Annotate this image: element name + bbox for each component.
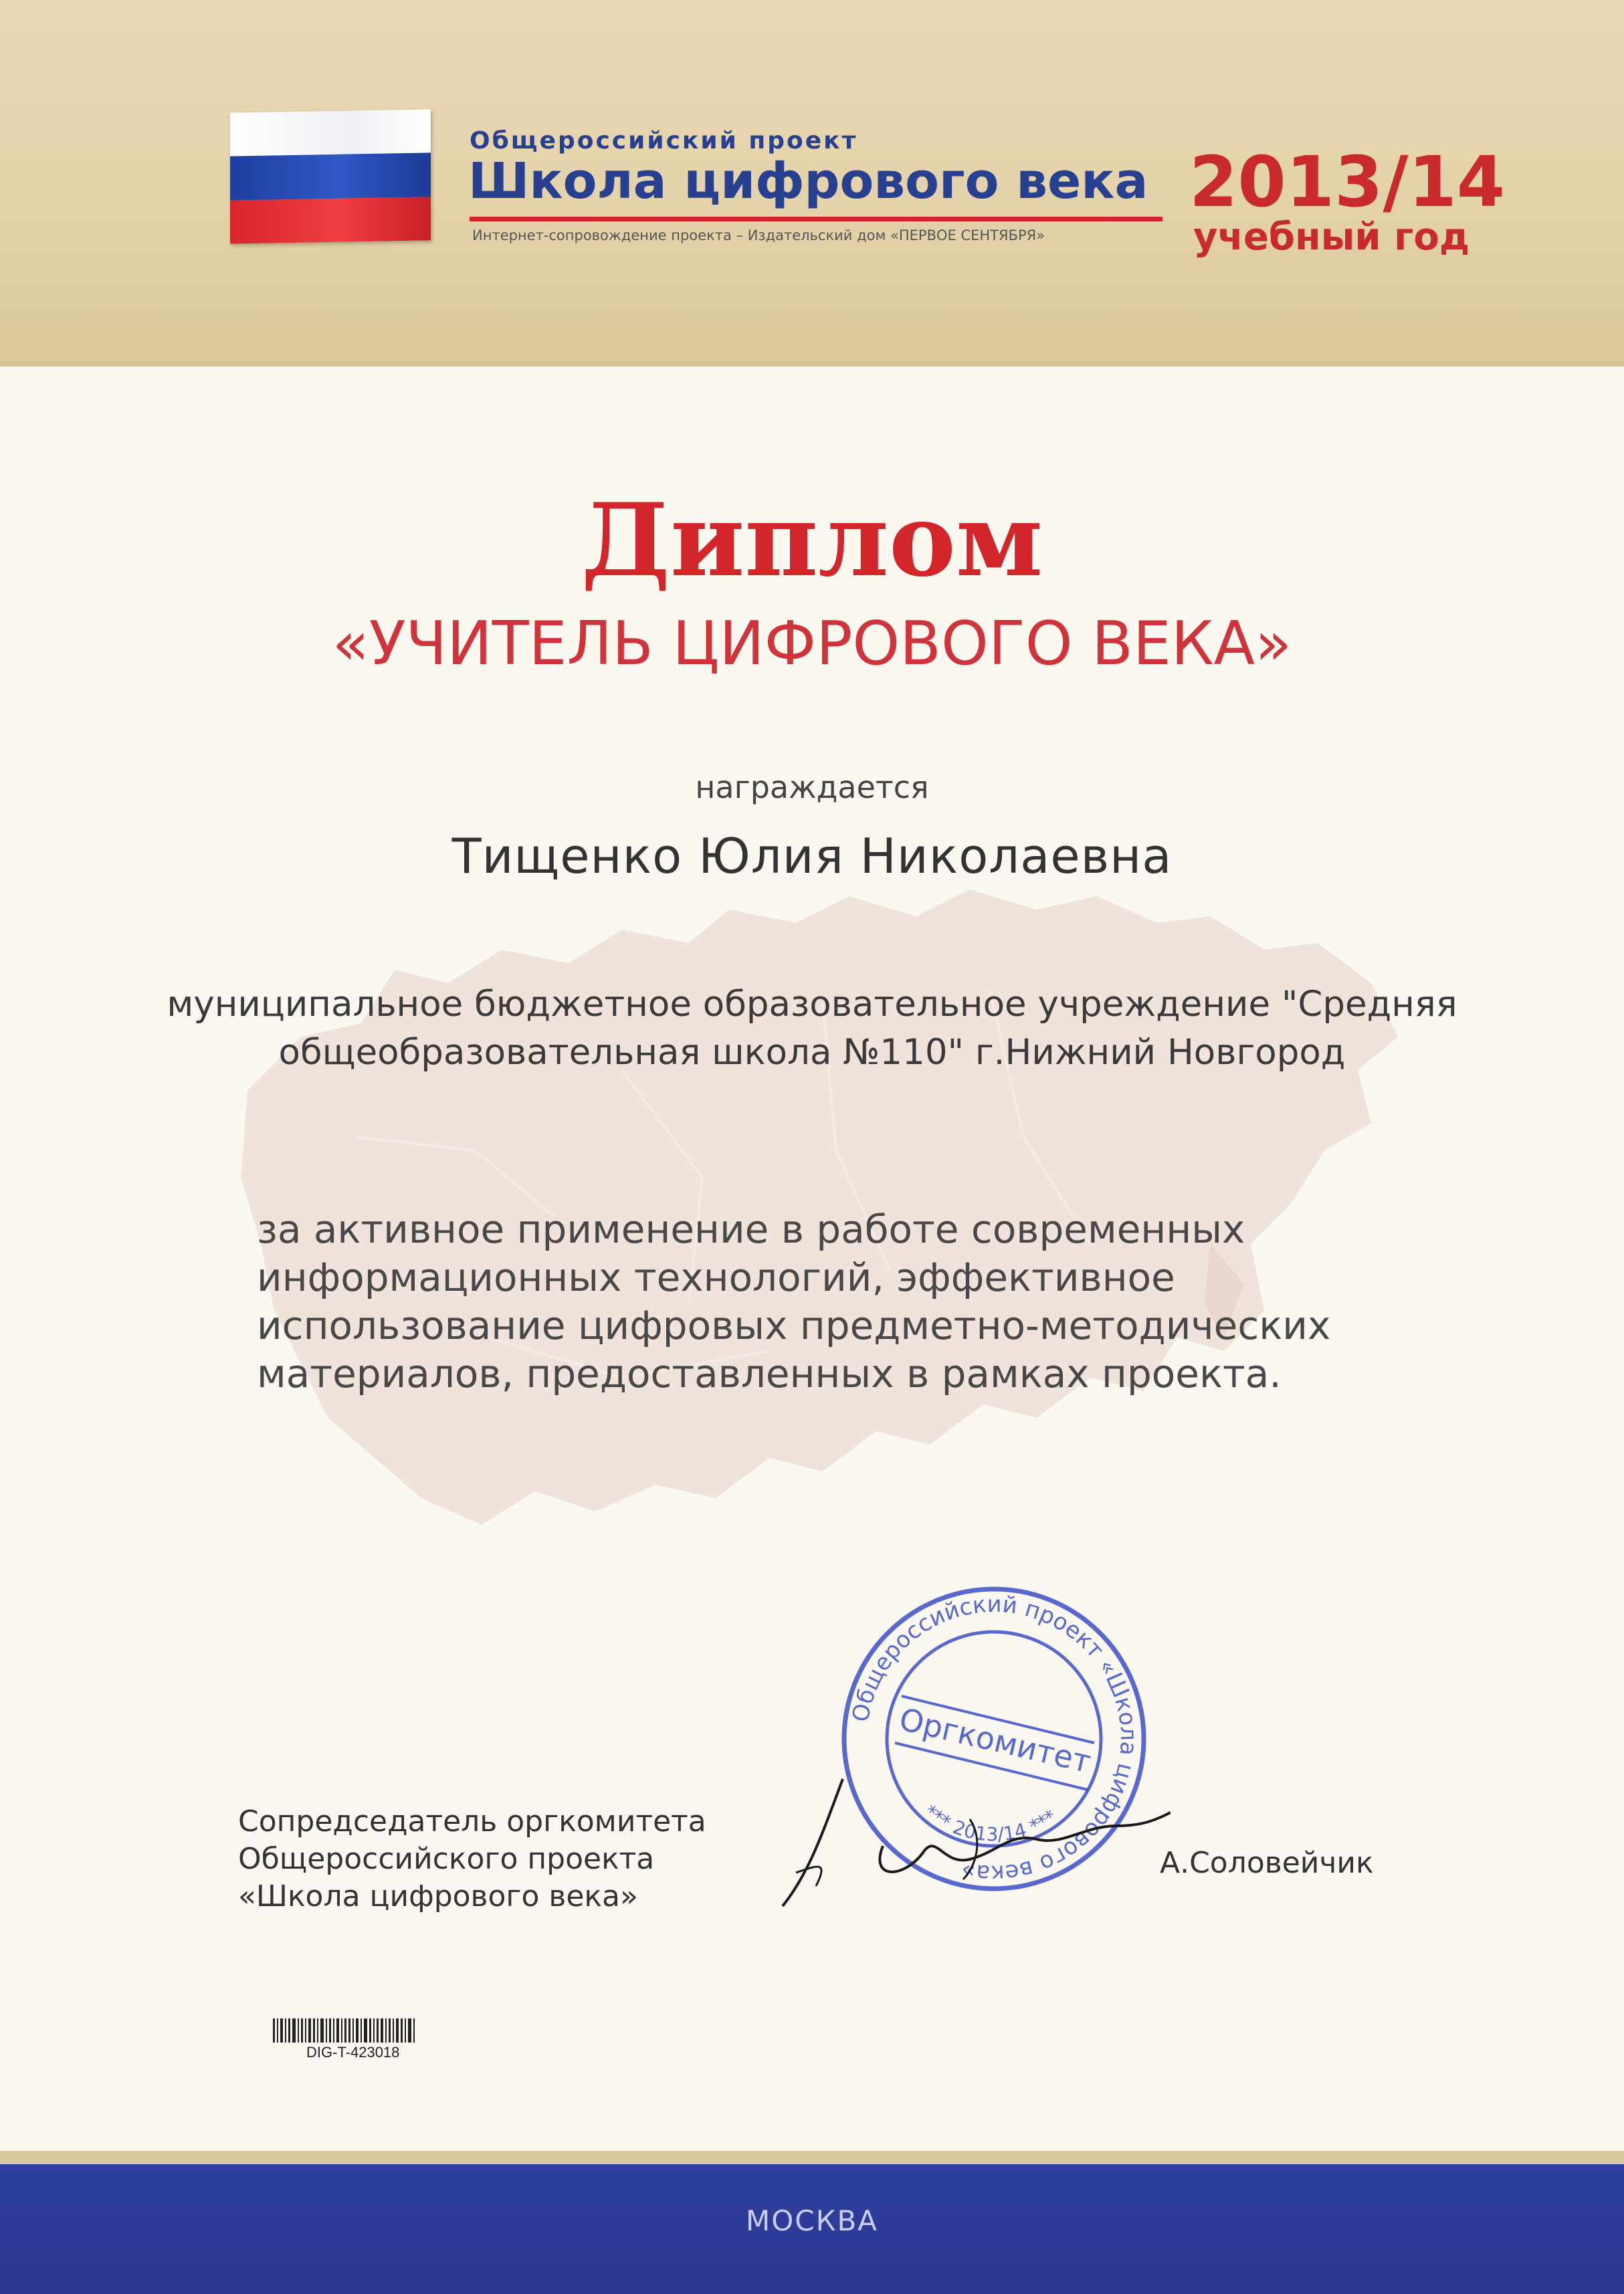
barcode-bar	[336, 2018, 339, 2043]
signer-name: А.Соловейчик	[1160, 1846, 1374, 1880]
barcode-bar	[377, 2018, 379, 2043]
barcode-bar	[317, 2018, 318, 2043]
reason-line: за активное применение в работе современных	[257, 1207, 1245, 1252]
barcode-bar	[373, 2018, 375, 2043]
signatory-title	[238, 1803, 706, 1915]
barcode-bar	[393, 2018, 394, 2043]
barcode-bar	[301, 2018, 303, 2043]
russian-flag-icon	[230, 109, 431, 243]
awarded-label: награждается	[695, 769, 929, 805]
diploma-title: Диплом	[581, 482, 1043, 599]
barcode-label: DIG-T-423018	[306, 2044, 400, 2061]
barcode-bar	[364, 2018, 367, 2043]
barcode-bar	[280, 2018, 283, 2043]
barcode-bar	[308, 2018, 311, 2043]
barcode-bar	[348, 2018, 350, 2043]
barcode-bar	[333, 2018, 334, 2043]
barcode-bar	[329, 2018, 331, 2043]
signatory-line: «Школа цифрового века»	[238, 1879, 638, 1913]
barcode-bar	[292, 2018, 296, 2043]
barcode-bar	[344, 2018, 346, 2043]
footer-city: МОСКВА	[746, 2204, 878, 2237]
project-name: Школа цифрового века	[468, 152, 1148, 210]
barcode-bar	[385, 2018, 387, 2043]
barcode-bar	[413, 2018, 415, 2043]
academic-year: 2013/14	[1189, 141, 1506, 223]
reason-line: информационных технологий, эффективное	[257, 1255, 1175, 1300]
barcode-bar	[408, 2018, 411, 2043]
reason-line: материалов, предоставленных в рамках проекта.	[257, 1351, 1282, 1396]
barcode-bar	[326, 2018, 327, 2043]
organization	[0, 980, 1624, 1077]
barcode-bar	[396, 2018, 399, 2043]
award-reason	[257, 1205, 1394, 1398]
signatory-line: Сопредседатель оргкомитета	[238, 1804, 706, 1839]
signatory-line: Общероссийского проекта	[238, 1842, 655, 1876]
barcode-bar	[341, 2018, 342, 2043]
stamp-center-text: Оргкомитет	[896, 1701, 1095, 1780]
header-divider	[0, 361, 1624, 367]
organization-line: муниципальное бюджетное образовательное учреждение "Средняя	[167, 984, 1457, 1025]
footer-divider	[0, 2151, 1624, 2164]
barcode-bar	[288, 2018, 290, 2043]
reason-line: использование цифровых предметно-методических	[257, 1303, 1331, 1348]
stamp-ring-text: Общероссийский проект «Школа цифрового века»	[847, 1590, 1142, 1887]
barcode-bar	[405, 2018, 406, 2043]
barcode-bar	[285, 2018, 286, 2043]
barcode-bar	[298, 2018, 299, 2043]
barcode-bar	[305, 2018, 306, 2043]
stamp-bottom-text: *** 2013/14 ***	[920, 1800, 1061, 1846]
barcode-bar	[361, 2018, 362, 2043]
academic-year-label: учебный год	[1193, 215, 1470, 259]
barcode-bar	[313, 2018, 315, 2043]
barcode-bar	[369, 2018, 371, 2043]
handwritten-signature-icon	[769, 1752, 1171, 1913]
project-rule	[470, 217, 1162, 221]
barcode-bar	[352, 2018, 354, 2043]
recipient-name: Тищенко Юлия Николаевна	[451, 828, 1173, 884]
diploma-subtitle: «УЧИТЕЛЬ ЦИФРОВОГО ВЕКА»	[332, 609, 1292, 679]
barcode-bar	[389, 2018, 391, 2043]
organization-line: общеобразовательная школа №110" г.Нижний Новгород	[278, 1032, 1346, 1073]
barcode-bar	[320, 2018, 324, 2043]
project-subtitle: Интернет-сопровождение проекта – Издательский дом «ПЕРВОЕ СЕНТЯБРЯ»	[472, 227, 1045, 243]
barcode-bar	[401, 2018, 403, 2043]
barcode-icon	[273, 2018, 449, 2043]
barcode-bar	[381, 2018, 383, 2043]
barcode-bar	[356, 2018, 359, 2043]
barcode-bar	[277, 2018, 278, 2043]
project-label: Общероссийский проект	[470, 127, 858, 154]
barcode-bar	[273, 2018, 275, 2043]
